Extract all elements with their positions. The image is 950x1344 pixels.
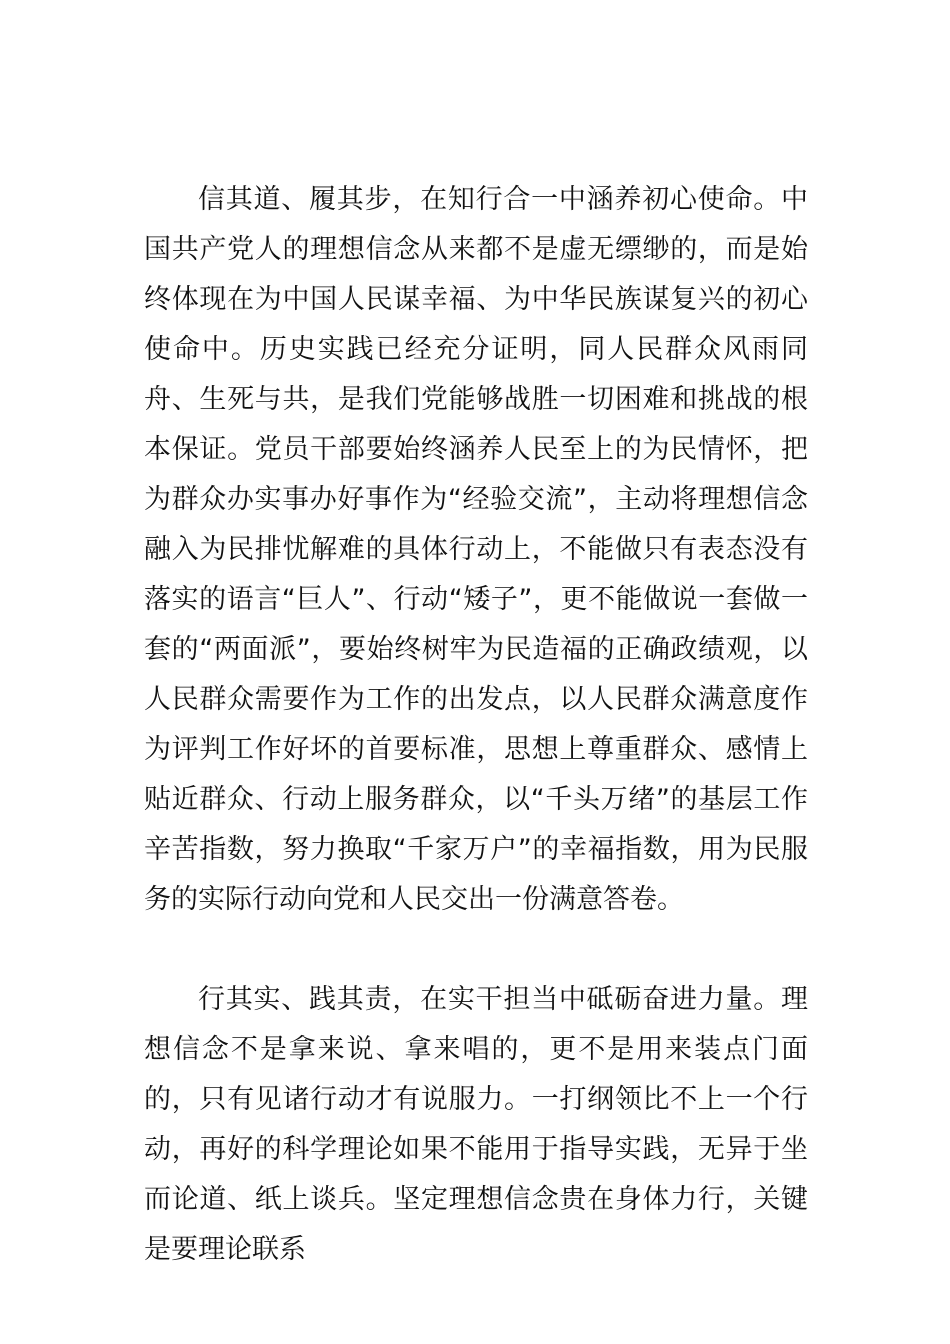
body-paragraph-1: 信其道、履其步，在知行合一中涵养初心使命。中国共产党人的理想信念从来都不是虚无缥缈的，而是始终体现在为中国人民谋幸福、为中华民族谋复兴的初心使命中。历史实践已经充分证明，同人民群众风雨同舟、生死与共，是我们党能够战胜一切困难和挑战的根本保证。党员干部要始终涵养人民至上的为民情怀，把为群众办实事办好事作为“经验交流”，主动将理想信念融入为民排忧解难的具体行动上，不能做只有表态没有落实的语言“巨人”、行动“矮子”，更不能做说一套做一套的“两面派”，要始终树牢为民造福的正确政绩观，以人民群众需要作为工作的出发点，以人民群众满意度作为评判工作好坏的首要标准，思想上尊重群众、感情上贴近群众、行动上服务群众，以“千头万绪”的基层工作辛苦指数，努力换取“千家万户”的幸福指数，用为民服务的实际行动向党和人民交出一份满意答卷。 <box>144 184 808 915</box>
body-paragraph-2: 行其实、践其责，在实干担当中砥砺奋进力量。理想信念不是拿来说、拿来唱的，更不是用来装点门面的，只有见诸行动才有说服力。一打纲领比不上一个行动，再好的科学理论如果不能用于指导实践，无异于坐而论道、纸上谈兵。坚定理想信念贵在身体力行，关键是要理论联系 <box>144 984 808 1265</box>
